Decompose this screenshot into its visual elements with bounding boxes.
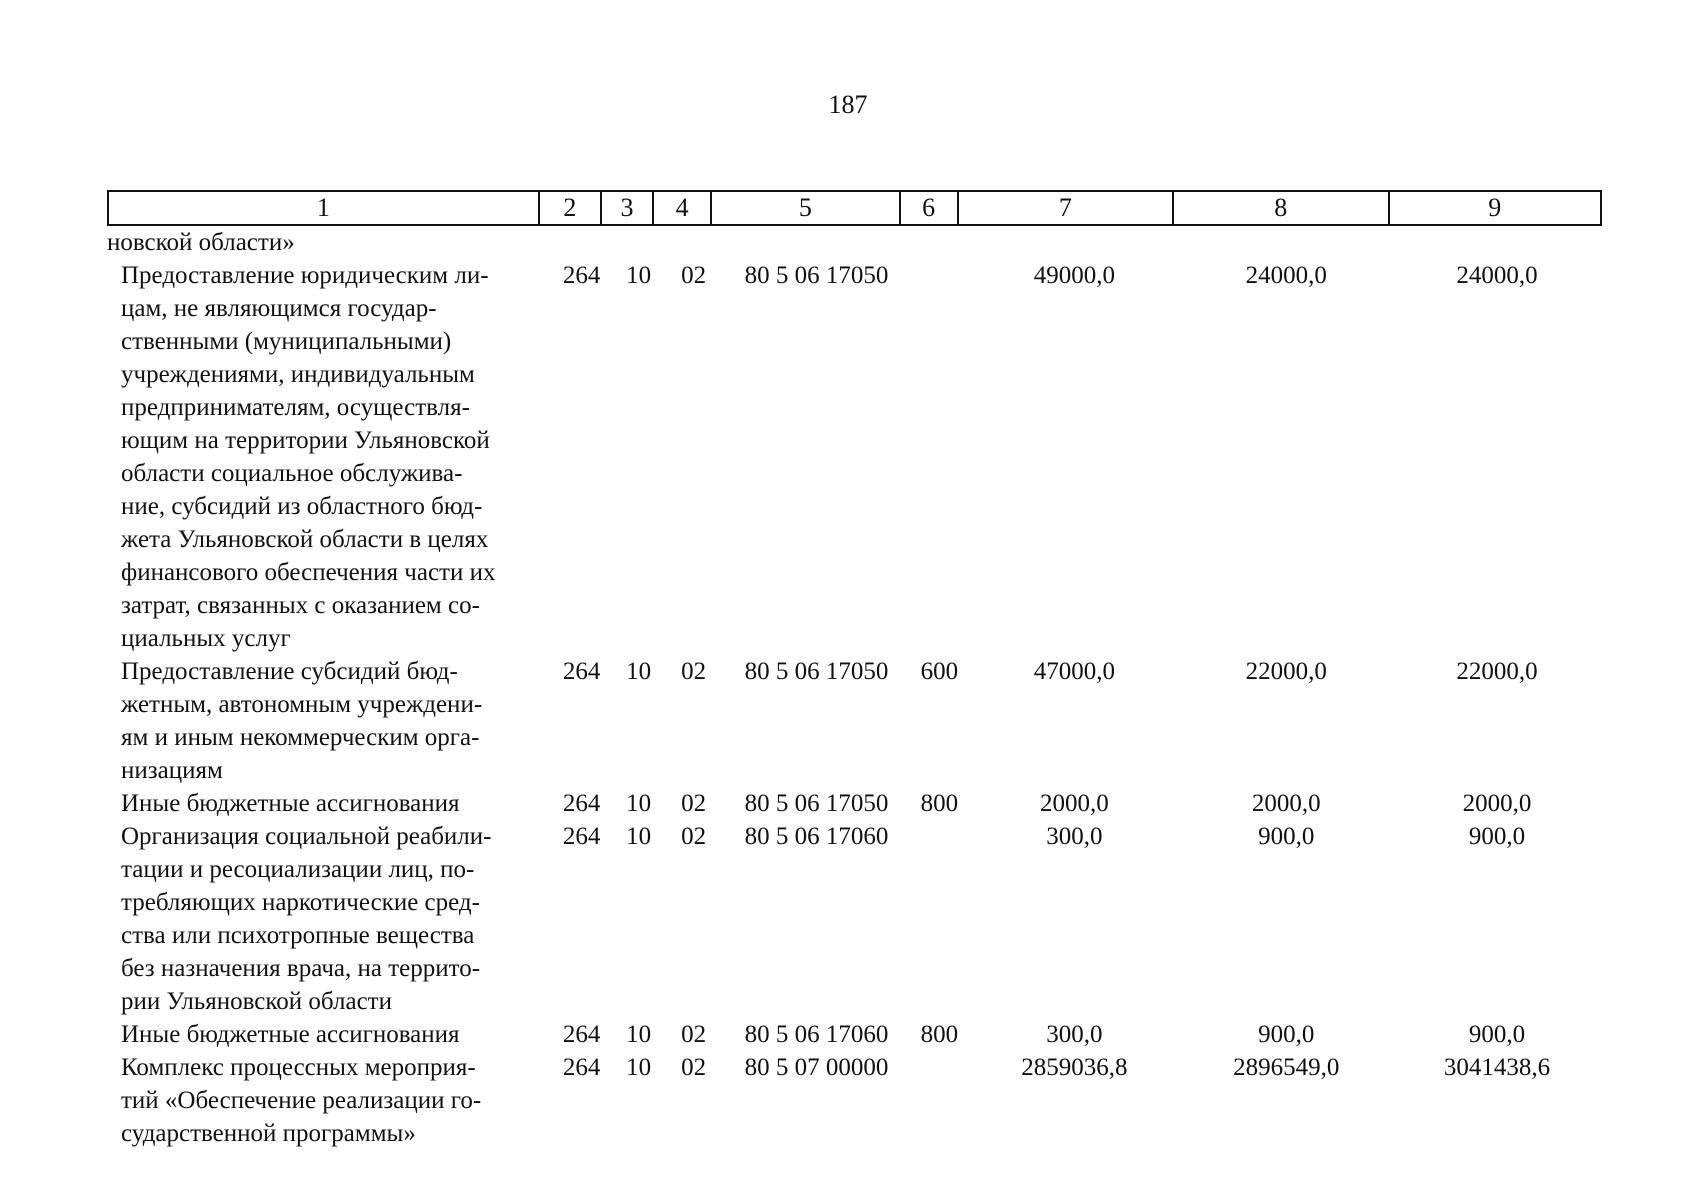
- cell-c5: [709, 226, 897, 259]
- cell-c7: 47000,0: [1033, 658, 1115, 685]
- row-description: [107, 1051, 551, 1150]
- cell-c3: 10: [626, 823, 652, 850]
- cell-c2: 264: [562, 823, 601, 850]
- description-line: Организация социальной реабили-: [121, 823, 492, 850]
- cell-c8: 900,0: [1258, 1021, 1315, 1048]
- header-col-2: 2: [539, 191, 601, 225]
- cell-c7: 49000,0: [1033, 262, 1115, 289]
- cell-c5: 80 5 07 00000: [744, 1054, 889, 1081]
- cell-c8: 900,0: [1258, 823, 1315, 850]
- cell-c9: 900,0: [1468, 1021, 1526, 1048]
- description-line: области социальное обслужива-: [121, 460, 463, 487]
- cell-c4: 02: [681, 1021, 707, 1048]
- cell-c6: [910, 259, 968, 655]
- description-line: Предоставление субсидий бюд-: [121, 658, 458, 685]
- cell-c4: 02: [681, 790, 707, 817]
- cell-c3: 10: [626, 1021, 652, 1048]
- description-line: сударственной программы»: [121, 1120, 416, 1147]
- cell-c3: 10: [626, 262, 652, 289]
- description-line: Иные бюджетные ассигнования: [121, 790, 460, 817]
- description-line: ственными (муниципальными): [121, 328, 452, 355]
- description-line: ям и иным некоммерческим орга-: [121, 724, 480, 751]
- description-line: без назначения врача, на террито-: [121, 955, 481, 982]
- cell-c8: 24000,0: [1245, 262, 1327, 289]
- cell-c8: 22000,0: [1245, 658, 1327, 685]
- cell-c4: 02: [681, 658, 707, 685]
- row-description: [107, 787, 551, 820]
- description-line: тий «Обеспечение реализации го-: [121, 1087, 482, 1114]
- cell-c5: 80 5 06 17060: [744, 823, 889, 850]
- table-row: [107, 226, 1602, 259]
- cell-c6: 600: [920, 658, 959, 685]
- cell-c5: 80 5 06 17050: [744, 262, 889, 289]
- cell-c6: 800: [920, 1021, 959, 1048]
- cell-c2: [537, 226, 599, 259]
- page-number: 187: [828, 90, 868, 119]
- table-row: [107, 655, 1602, 787]
- header-col-5: 5: [711, 191, 899, 225]
- description-line: цам, не являющимся государ-: [121, 295, 437, 322]
- cell-c2: 264: [562, 1021, 601, 1048]
- cell-c6: [897, 226, 955, 259]
- table-row: [107, 259, 1602, 655]
- description-line: рии Ульяновской области: [121, 988, 392, 1015]
- cell-c7: 300,0: [1046, 1021, 1103, 1048]
- description-line: жетным, автономным учреждени-: [121, 691, 483, 718]
- cell-c3: [599, 226, 651, 259]
- table-row: [107, 787, 1602, 820]
- table-row: [107, 820, 1602, 1018]
- description-line: Иные бюджетные ассигнования: [121, 1021, 460, 1048]
- description-line: новской области»: [107, 229, 295, 256]
- row-description: [107, 259, 551, 655]
- description-line: жета Ульяновской области в целях: [121, 526, 489, 553]
- description-line: ние, субсидий из областного бюд-: [121, 493, 483, 520]
- description-line: циальных услуг: [121, 625, 291, 652]
- description-line: требляющих наркотические сред-: [121, 889, 480, 916]
- table-row: [107, 1051, 1602, 1150]
- cell-c7: 2859036,8: [1021, 1054, 1128, 1081]
- description-line: финансового обеспечения части их: [121, 559, 496, 586]
- cell-c4: 02: [681, 1054, 707, 1081]
- cell-c6: [910, 1051, 968, 1150]
- cell-c8: 2000,0: [1251, 790, 1321, 817]
- cell-c7: 300,0: [1046, 823, 1103, 850]
- header-col-9: 9: [1389, 191, 1602, 225]
- row-description: [107, 1018, 551, 1051]
- description-line: ющим на территории Ульяновской: [121, 427, 490, 454]
- header-col-1: 1: [108, 191, 539, 225]
- cell-c7: 2000,0: [1039, 790, 1109, 817]
- description-line: ства или психотропные вещества: [121, 922, 475, 949]
- cell-c4: [651, 226, 709, 259]
- table-body: [107, 226, 1602, 1150]
- header-col-6: 6: [900, 191, 958, 225]
- cell-c3: 10: [626, 658, 652, 685]
- description-line: тации и ресоциализации лиц, по-: [121, 856, 475, 883]
- cell-c9: 24000,0: [1456, 262, 1538, 289]
- header-col-7: 7: [958, 191, 1173, 225]
- header-col-3: 3: [601, 191, 653, 225]
- cell-c9: 900,0: [1468, 823, 1526, 850]
- description-line: учреждениями, индивидуальным: [121, 361, 475, 388]
- cell-c9: 3041438,6: [1443, 1054, 1551, 1081]
- description-line: затрат, связанных с оказанием со-: [121, 592, 480, 619]
- cell-c6: 800: [920, 790, 959, 817]
- header-col-8: 8: [1173, 191, 1388, 225]
- description-line: предпринимателям, осуществля-: [121, 394, 470, 421]
- cell-c7: [955, 226, 1167, 259]
- cell-c3: 10: [626, 790, 652, 817]
- cell-c6: [910, 820, 968, 1018]
- header-col-4: 4: [653, 191, 711, 225]
- cell-c9: 22000,0: [1456, 658, 1538, 685]
- table-header: [107, 190, 1602, 226]
- row-description: [107, 655, 551, 787]
- description-line: Предоставление юридическим ли-: [121, 262, 489, 289]
- row-description: [107, 820, 551, 1018]
- cell-c8: [1167, 226, 1379, 259]
- cell-c8: 2896549,0: [1233, 1054, 1340, 1081]
- cell-c2: 264: [562, 1054, 601, 1081]
- description-line: Комплекс процессных мероприя-: [121, 1054, 476, 1081]
- cell-c5: 80 5 06 17050: [744, 790, 889, 817]
- cell-c2: 264: [562, 790, 601, 817]
- cell-c2: 264: [562, 658, 601, 685]
- cell-c5: 80 5 06 17060: [744, 1021, 889, 1048]
- cell-c9: [1379, 226, 1589, 259]
- cell-c9: 2000,0: [1462, 790, 1532, 817]
- row-description: [107, 226, 537, 259]
- cell-c3: 10: [626, 1054, 652, 1081]
- description-line: низациям: [121, 757, 223, 784]
- cell-c5: 80 5 06 17050: [744, 658, 889, 685]
- cell-c4: 02: [681, 823, 707, 850]
- table-row: [107, 1018, 1602, 1051]
- cell-c4: 02: [681, 262, 707, 289]
- cell-c2: 264: [562, 262, 601, 289]
